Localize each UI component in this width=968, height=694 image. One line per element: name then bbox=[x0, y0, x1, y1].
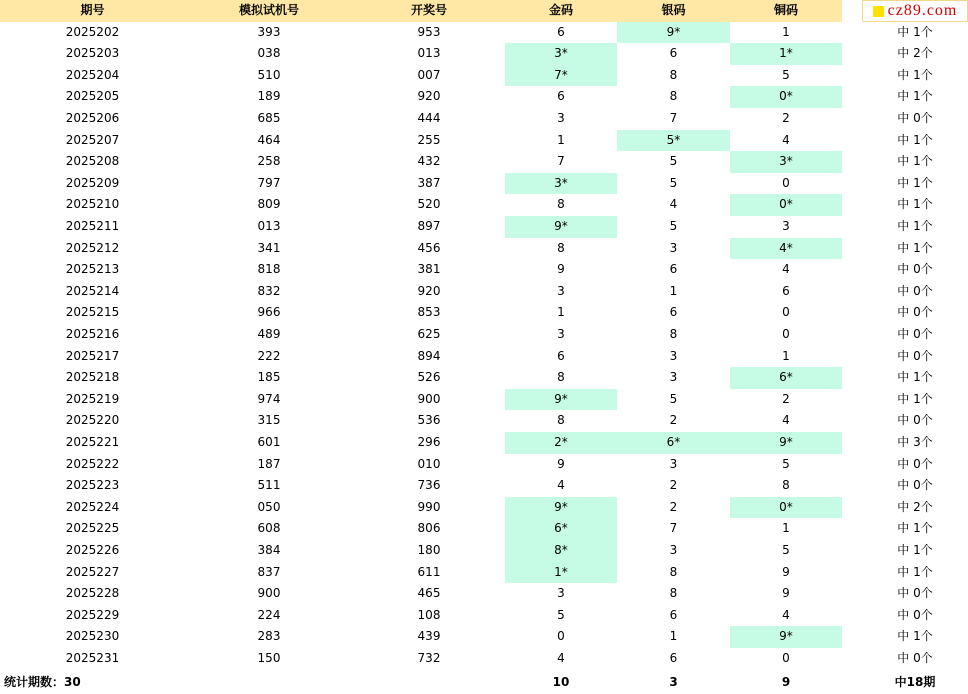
sim-number-cell: 510 bbox=[257, 67, 281, 82]
sim-number-cell: 315 bbox=[257, 413, 281, 428]
gold-cell: 1 bbox=[557, 305, 565, 320]
silver-cell: 3 bbox=[669, 456, 678, 471]
footer-hit-total: 中18期 bbox=[894, 675, 936, 689]
sim-number-cell: 283 bbox=[257, 629, 281, 644]
bronze-cell: 6 bbox=[782, 283, 790, 298]
gold-cell: 8 bbox=[557, 240, 565, 255]
table-row bbox=[0, 194, 968, 216]
draw-number-cell: 520 bbox=[417, 197, 441, 212]
table-row bbox=[0, 497, 968, 519]
draw-number-cell: 456 bbox=[417, 240, 441, 255]
silver-cell: 3 bbox=[669, 543, 678, 557]
sim-number-cell: 393 bbox=[257, 24, 281, 39]
silver-cell: 2 bbox=[669, 499, 678, 514]
issue-cell: 2025204 bbox=[65, 67, 120, 82]
hit-count-cell: 中 1个 bbox=[897, 132, 933, 147]
table-row bbox=[0, 324, 968, 346]
draw-number-cell: 439 bbox=[417, 629, 441, 644]
header-row bbox=[0, 0, 968, 22]
gold-cell: 8 bbox=[557, 370, 565, 385]
table-row bbox=[0, 540, 968, 562]
header-silver: 银码 bbox=[617, 0, 730, 22]
issue-cell: 2025231 bbox=[65, 651, 120, 665]
table-row bbox=[0, 648, 968, 670]
silver-cell: 1 bbox=[669, 283, 678, 298]
sim-number-cell: 809 bbox=[257, 197, 281, 212]
silver-cell: 3 bbox=[669, 240, 678, 255]
hit-count-cell: 中 0个 bbox=[897, 327, 933, 341]
table-row bbox=[0, 562, 968, 584]
table-row bbox=[0, 259, 968, 281]
gold-cell: 9* bbox=[505, 497, 617, 519]
table-row bbox=[0, 238, 968, 260]
draw-number-cell: 736 bbox=[417, 478, 441, 493]
sim-number-cell: 189 bbox=[257, 89, 281, 104]
gold-cell: 3 bbox=[557, 327, 565, 341]
sim-number-cell: 601 bbox=[257, 435, 281, 449]
silver-cell: 5 bbox=[669, 391, 678, 406]
logo-square-icon bbox=[873, 6, 884, 17]
draw-number-cell: 444 bbox=[417, 111, 441, 125]
bronze-cell: 0 bbox=[782, 651, 790, 665]
gold-cell: 2* bbox=[505, 432, 617, 454]
draw-number-cell: 180 bbox=[417, 543, 441, 557]
silver-cell: 6 bbox=[669, 305, 678, 320]
hit-count-cell: 中 0个 bbox=[897, 111, 933, 125]
bronze-cell: 0* bbox=[730, 194, 842, 216]
hit-count-cell: 中 1个 bbox=[897, 24, 933, 39]
gold-cell: 4 bbox=[557, 651, 565, 665]
issue-cell: 2025223 bbox=[65, 478, 120, 493]
silver-cell: 8 bbox=[669, 89, 678, 104]
table-row bbox=[0, 346, 968, 368]
table-row bbox=[0, 151, 968, 173]
gold-cell: 5 bbox=[557, 607, 565, 622]
sim-number-cell: 050 bbox=[257, 499, 281, 514]
footer-bronze-total: 9 bbox=[781, 675, 791, 689]
gold-cell: 8* bbox=[505, 540, 617, 562]
table-row bbox=[0, 281, 968, 303]
bronze-cell: 4 bbox=[782, 132, 790, 147]
issue-cell: 2025211 bbox=[65, 219, 120, 233]
hit-count-cell: 中 0个 bbox=[897, 262, 933, 277]
issue-cell: 2025213 bbox=[65, 262, 120, 277]
hit-count-cell: 中 0个 bbox=[897, 305, 933, 320]
issue-cell: 2025221 bbox=[65, 435, 120, 449]
bronze-cell: 4 bbox=[782, 607, 790, 622]
draw-number-cell: 387 bbox=[417, 175, 441, 190]
sim-number-cell: 900 bbox=[257, 586, 281, 601]
issue-cell: 2025224 bbox=[65, 499, 120, 514]
issue-cell: 2025215 bbox=[65, 305, 120, 320]
issue-cell: 2025205 bbox=[65, 89, 120, 104]
table-row bbox=[0, 626, 968, 648]
bronze-cell: 1* bbox=[730, 43, 842, 65]
bronze-cell: 0* bbox=[730, 497, 842, 519]
bronze-cell: 2 bbox=[782, 111, 790, 125]
silver-cell: 8 bbox=[669, 564, 678, 579]
gold-cell: 9* bbox=[505, 216, 617, 238]
bronze-cell: 5 bbox=[782, 543, 790, 557]
silver-cell: 5* bbox=[617, 130, 730, 152]
hit-count-cell: 中 0个 bbox=[897, 651, 933, 665]
issue-cell: 2025206 bbox=[65, 111, 120, 125]
site-logo[interactable] bbox=[862, 0, 968, 22]
silver-cell: 8 bbox=[669, 67, 678, 82]
table-row bbox=[0, 65, 968, 87]
issue-cell: 2025229 bbox=[65, 607, 120, 622]
silver-cell: 5 bbox=[669, 219, 678, 233]
issue-cell: 2025216 bbox=[65, 327, 120, 341]
silver-cell: 8 bbox=[669, 586, 678, 601]
footer-silver-total: 3 bbox=[669, 675, 678, 689]
sim-number-cell: 341 bbox=[257, 240, 281, 255]
issue-cell: 2025225 bbox=[65, 521, 120, 536]
bronze-cell: 5 bbox=[782, 456, 790, 471]
gold-cell: 9* bbox=[505, 389, 617, 411]
silver-cell: 6 bbox=[669, 607, 678, 622]
draw-number-cell: 732 bbox=[417, 651, 441, 665]
table-row bbox=[0, 410, 968, 432]
footer-gold-total: 10 bbox=[552, 675, 570, 689]
issue-cell: 2025208 bbox=[65, 154, 120, 169]
draw-number-cell: 894 bbox=[417, 348, 441, 363]
table-row bbox=[0, 86, 968, 108]
hit-count-cell: 中 3个 bbox=[897, 435, 933, 449]
bronze-cell: 5 bbox=[782, 67, 790, 82]
gold-cell: 6* bbox=[505, 518, 617, 540]
gold-cell: 3* bbox=[505, 43, 617, 65]
gold-cell: 1 bbox=[557, 132, 565, 147]
bronze-cell: 0 bbox=[782, 175, 790, 190]
bronze-cell: 9 bbox=[782, 586, 790, 601]
draw-number-cell: 920 bbox=[417, 89, 441, 104]
bronze-cell: 3* bbox=[730, 151, 842, 173]
draw-number-cell: 625 bbox=[417, 327, 441, 341]
hit-count-cell: 中 1个 bbox=[897, 391, 933, 406]
table-row bbox=[0, 22, 968, 44]
hit-count-cell: 中 2个 bbox=[897, 46, 933, 61]
draw-number-cell: 007 bbox=[417, 67, 441, 82]
sim-number-cell: 818 bbox=[257, 262, 281, 277]
silver-cell: 1 bbox=[669, 629, 678, 644]
table-row bbox=[0, 389, 968, 411]
sim-number-cell: 489 bbox=[257, 327, 281, 341]
hit-count-cell: 中 0个 bbox=[897, 283, 933, 298]
draw-number-cell: 806 bbox=[417, 521, 441, 536]
draw-number-cell: 990 bbox=[417, 499, 441, 514]
draw-number-cell: 381 bbox=[417, 262, 441, 277]
gold-cell: 4 bbox=[557, 478, 565, 493]
issue-cell: 2025219 bbox=[65, 391, 120, 406]
silver-cell: 5 bbox=[669, 154, 678, 169]
issue-cell: 2025210 bbox=[65, 197, 120, 212]
bronze-cell: 4 bbox=[782, 262, 790, 277]
silver-cell: 7 bbox=[669, 111, 678, 125]
sim-number-cell: 685 bbox=[257, 111, 281, 125]
hit-count-cell: 中 1个 bbox=[897, 219, 933, 233]
issue-cell: 2025209 bbox=[65, 175, 120, 190]
hit-count-cell: 中 1个 bbox=[897, 564, 933, 579]
header-issue: 期号 bbox=[0, 0, 185, 22]
draw-number-cell: 108 bbox=[417, 607, 441, 622]
draw-number-cell: 853 bbox=[417, 305, 441, 320]
silver-cell: 6 bbox=[669, 262, 678, 277]
gold-cell: 3* bbox=[505, 173, 617, 195]
sim-number-cell: 974 bbox=[257, 391, 281, 406]
table-row bbox=[0, 43, 968, 65]
header-bronze: 铜码 bbox=[730, 0, 842, 22]
hit-count-cell: 中 1个 bbox=[897, 175, 933, 190]
sim-number-cell: 150 bbox=[257, 651, 281, 665]
silver-cell: 8 bbox=[669, 327, 678, 341]
gold-cell: 7* bbox=[505, 65, 617, 87]
gold-cell: 7 bbox=[557, 154, 565, 169]
gold-cell: 3 bbox=[557, 586, 565, 601]
sim-number-cell: 187 bbox=[257, 456, 281, 471]
draw-number-cell: 897 bbox=[417, 219, 441, 233]
table-row bbox=[0, 605, 968, 627]
sim-number-cell: 608 bbox=[257, 521, 281, 536]
bronze-cell: 4* bbox=[730, 238, 842, 260]
silver-cell: 6* bbox=[617, 432, 730, 454]
bronze-cell: 1 bbox=[782, 348, 790, 363]
silver-cell: 2 bbox=[669, 478, 678, 493]
hit-count-cell: 中 0个 bbox=[897, 413, 933, 428]
draw-number-cell: 465 bbox=[417, 586, 441, 601]
issue-cell: 2025226 bbox=[65, 543, 120, 557]
footer-row bbox=[0, 672, 968, 694]
silver-cell: 3 bbox=[669, 348, 678, 363]
gold-cell: 8 bbox=[557, 413, 565, 428]
issue-cell: 2025222 bbox=[65, 456, 120, 471]
draw-number-cell: 013 bbox=[417, 46, 441, 61]
table-row bbox=[0, 130, 968, 152]
hit-count-cell: 中 1个 bbox=[897, 89, 933, 104]
draw-number-cell: 953 bbox=[417, 24, 441, 39]
issue-cell: 2025218 bbox=[65, 370, 120, 385]
bronze-cell: 1 bbox=[782, 521, 790, 536]
bronze-cell: 9* bbox=[730, 626, 842, 648]
hit-count-cell: 中 1个 bbox=[897, 521, 933, 536]
issue-cell: 2025214 bbox=[65, 283, 120, 298]
draw-number-cell: 611 bbox=[417, 564, 441, 579]
issue-cell: 2025212 bbox=[65, 240, 120, 255]
issue-cell: 2025207 bbox=[65, 132, 120, 147]
hit-count-cell: 中 0个 bbox=[897, 348, 933, 363]
hit-count-cell: 中 1个 bbox=[897, 543, 933, 557]
logo-text: cz89.com bbox=[887, 2, 958, 19]
table-row bbox=[0, 216, 968, 238]
draw-number-cell: 900 bbox=[417, 391, 441, 406]
table-row bbox=[0, 454, 968, 476]
bronze-cell: 0 bbox=[782, 305, 790, 320]
hit-count-cell: 中 1个 bbox=[897, 154, 933, 169]
hit-count-cell: 中 1个 bbox=[897, 197, 933, 212]
table-row bbox=[0, 583, 968, 605]
bronze-cell: 9 bbox=[782, 564, 790, 579]
sim-number-cell: 464 bbox=[257, 132, 281, 147]
sim-number-cell: 966 bbox=[257, 305, 281, 320]
hit-count-cell: 中 0个 bbox=[897, 478, 933, 493]
gold-cell: 3 bbox=[557, 283, 565, 298]
silver-cell: 5 bbox=[669, 175, 678, 190]
sim-number-cell: 384 bbox=[257, 543, 281, 557]
silver-cell: 7 bbox=[669, 521, 678, 536]
silver-cell: 6 bbox=[669, 651, 678, 665]
table-row bbox=[0, 432, 968, 454]
hit-count-cell: 中 2个 bbox=[897, 499, 933, 514]
table-row bbox=[0, 518, 968, 540]
gold-cell: 1* bbox=[505, 562, 617, 584]
bronze-cell: 8 bbox=[782, 478, 790, 493]
issue-cell: 2025227 bbox=[65, 564, 120, 579]
gold-cell: 8 bbox=[557, 197, 565, 212]
table-row bbox=[0, 302, 968, 324]
hit-count-cell: 中 0个 bbox=[897, 586, 933, 601]
draw-number-cell: 526 bbox=[417, 370, 441, 385]
header-draw-number: 开奖号 bbox=[353, 0, 505, 22]
issue-cell: 2025217 bbox=[65, 348, 120, 363]
draw-number-cell: 536 bbox=[417, 413, 441, 428]
silver-cell: 6 bbox=[669, 46, 678, 61]
hit-count-cell: 中 1个 bbox=[897, 629, 933, 644]
hit-count-cell: 中 1个 bbox=[897, 67, 933, 82]
sim-number-cell: 185 bbox=[257, 370, 281, 385]
sim-number-cell: 013 bbox=[257, 219, 281, 233]
sim-number-cell: 837 bbox=[257, 564, 281, 579]
sim-number-cell: 832 bbox=[257, 283, 281, 298]
hit-count-cell: 中 1个 bbox=[897, 370, 933, 385]
bronze-cell: 3 bbox=[782, 219, 790, 233]
sim-number-cell: 224 bbox=[257, 607, 281, 622]
hit-count-cell: 中 0个 bbox=[897, 456, 933, 471]
bronze-cell: 0 bbox=[782, 327, 790, 341]
gold-cell: 9 bbox=[557, 456, 565, 471]
silver-cell: 4 bbox=[669, 197, 678, 212]
header-sim-number: 模拟试机号 bbox=[185, 0, 353, 22]
draw-number-cell: 010 bbox=[417, 456, 441, 471]
silver-cell: 9* bbox=[617, 22, 730, 44]
silver-cell: 3 bbox=[669, 370, 678, 385]
sim-number-cell: 038 bbox=[257, 46, 281, 61]
bronze-cell: 2 bbox=[782, 391, 790, 406]
bronze-cell: 9* bbox=[730, 432, 842, 454]
sim-number-cell: 797 bbox=[257, 175, 281, 190]
bronze-cell: 1 bbox=[782, 24, 790, 39]
hit-count-cell: 中 1个 bbox=[897, 240, 933, 255]
silver-cell: 2 bbox=[669, 413, 678, 428]
issue-cell: 2025202 bbox=[65, 24, 120, 39]
table-row bbox=[0, 173, 968, 195]
bronze-cell: 0* bbox=[730, 86, 842, 108]
sim-number-cell: 222 bbox=[257, 348, 281, 363]
table-row bbox=[0, 475, 968, 497]
gold-cell: 6 bbox=[557, 348, 565, 363]
hit-count-cell: 中 0个 bbox=[897, 607, 933, 622]
issue-cell: 2025220 bbox=[65, 413, 120, 428]
draw-number-cell: 296 bbox=[417, 435, 441, 449]
bronze-cell: 6* bbox=[730, 367, 842, 389]
sim-number-cell: 511 bbox=[257, 478, 281, 493]
gold-cell: 0 bbox=[557, 629, 565, 644]
issue-cell: 2025203 bbox=[65, 46, 120, 61]
header-gold: 金码 bbox=[505, 0, 617, 22]
gold-cell: 3 bbox=[557, 111, 565, 125]
gold-cell: 6 bbox=[557, 89, 565, 104]
issue-cell: 2025230 bbox=[65, 629, 120, 644]
table-row bbox=[0, 367, 968, 389]
issue-cell: 2025228 bbox=[65, 586, 120, 601]
footer-period-count: 统计期数：30 bbox=[4, 675, 81, 689]
draw-number-cell: 432 bbox=[417, 154, 441, 169]
gold-cell: 6 bbox=[557, 24, 565, 39]
bronze-cell: 4 bbox=[782, 413, 790, 428]
draw-number-cell: 255 bbox=[417, 132, 441, 147]
sim-number-cell: 258 bbox=[257, 154, 281, 169]
draw-number-cell: 920 bbox=[417, 283, 441, 298]
gold-cell: 9 bbox=[557, 262, 565, 277]
table-row bbox=[0, 108, 968, 130]
